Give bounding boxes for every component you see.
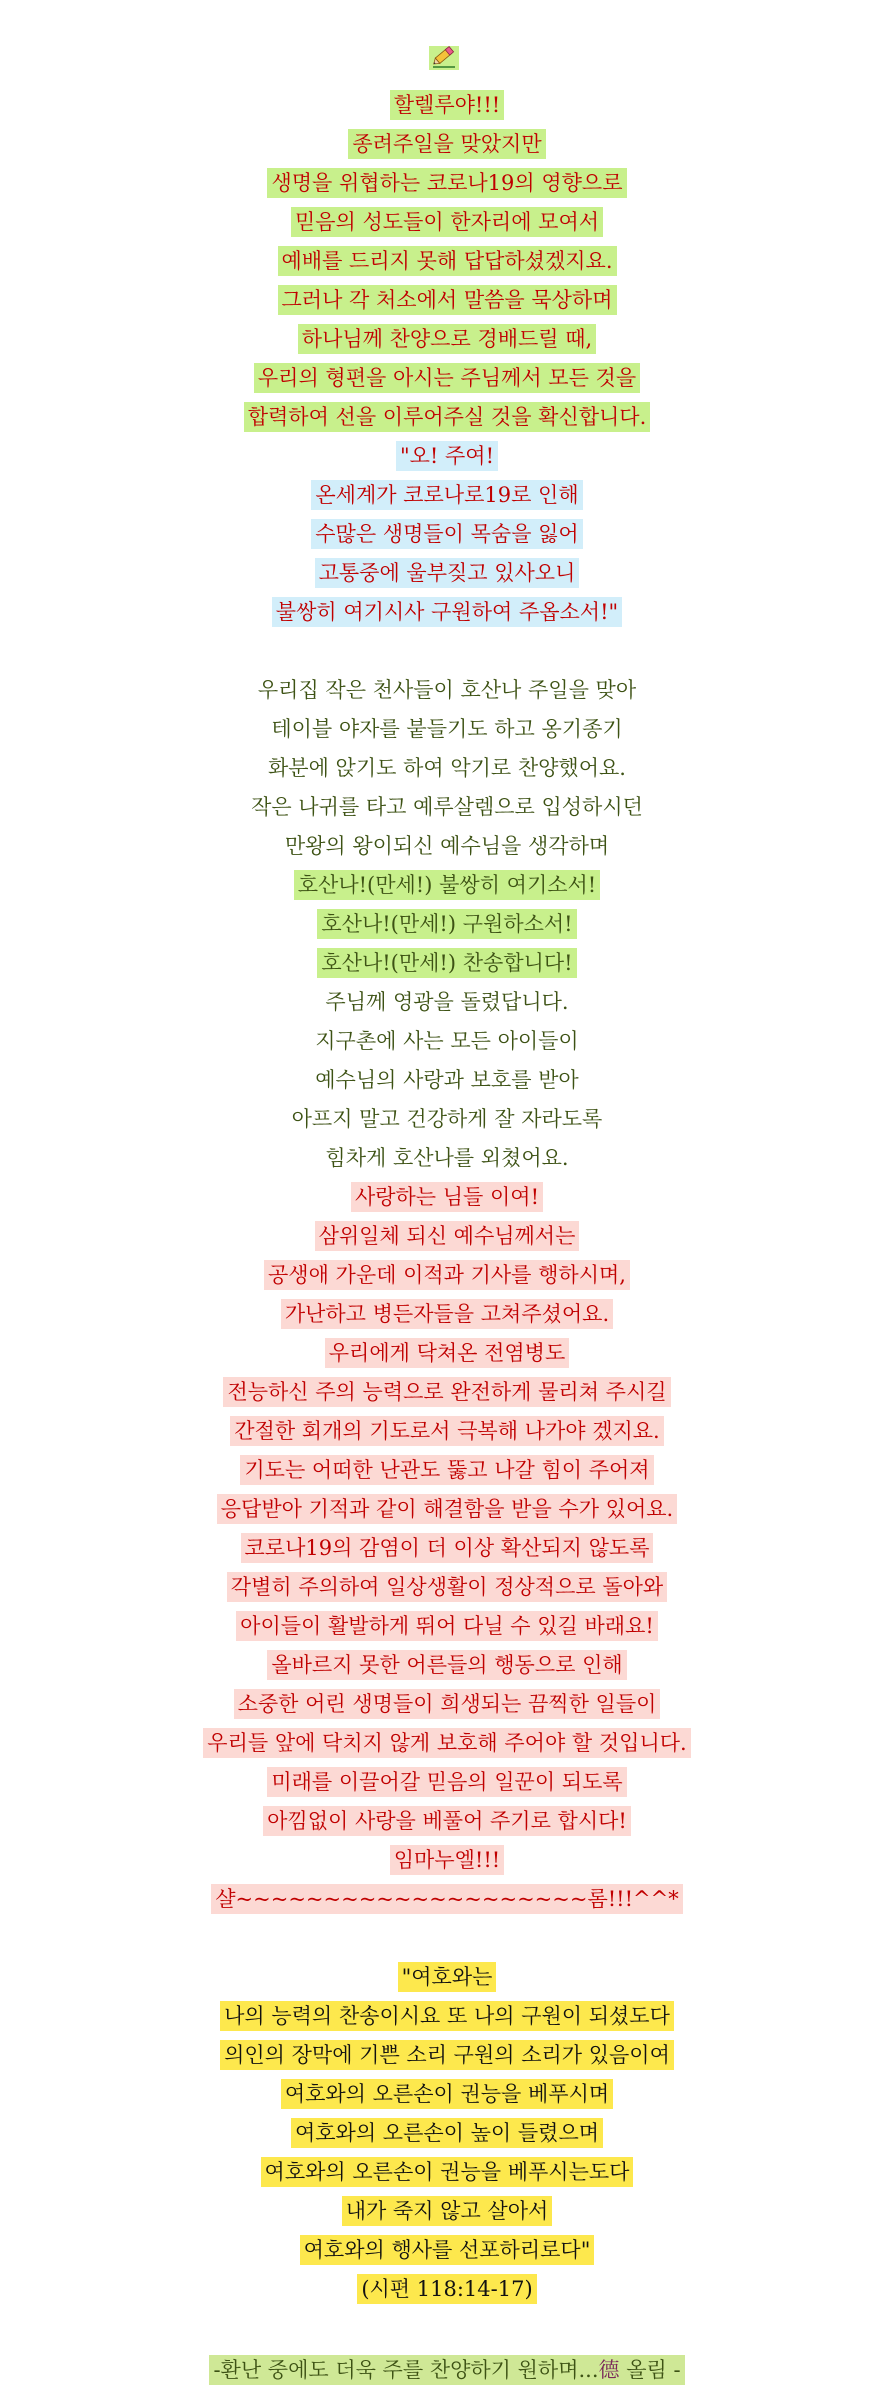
glory-line (0, 1022, 894, 1061)
opening-text: 종려주일을 맞았지만 (348, 129, 545, 159)
exhortation-text: 아낌없이 사랑을 베풀어 주기로 합시다! (263, 1806, 631, 1836)
children-section (0, 671, 894, 866)
opening-line (0, 320, 894, 359)
prayer-line (0, 437, 894, 476)
psalm-text: 의인의 장막에 기쁜 소리 구원의 소리가 있음이여 (220, 2040, 674, 2070)
prayer-line (0, 554, 894, 593)
glory-text: 아프지 말고 건강하게 잘 자라도록 (291, 1107, 603, 1131)
exhortation-text: 코로나19의 감염이 더 이상 확산되지 않도록 (241, 1533, 654, 1563)
letter-body (0, 86, 894, 2392)
glory-text: 지구촌에 사는 모든 아이들이 (315, 1029, 579, 1053)
psalm-line (0, 2153, 894, 2192)
children-line (0, 788, 894, 827)
glory-text: 힘차게 호산나를 외쳤어요. (325, 1146, 569, 1170)
psalm-line (0, 2114, 894, 2153)
psalm-text: 내가 죽지 않고 살아서 (342, 2196, 553, 2226)
spacer (0, 2309, 894, 2348)
exhortation-line (0, 1217, 894, 1256)
hosanna-line (0, 944, 894, 983)
prayer-text: 고통중에 울부짖고 있사오니 (315, 558, 580, 588)
prayer-line (0, 515, 894, 554)
opening-text: 생명을 위협하는 코로나19의 영향으로 (267, 168, 626, 198)
children-text: 작은 나귀를 타고 예루살렘으로 입성하시던 (251, 795, 643, 819)
exhortation-text: 간절한 회개의 기도로서 극복해 나가야 겠지요. (230, 1416, 663, 1446)
opening-text: 할렐루야!!! (390, 90, 504, 120)
exhortation-text: 임마누엘!!! (390, 1845, 504, 1875)
prayer-text: 온세계가 코로나로19로 인해 (311, 480, 582, 510)
glory-line (0, 1139, 894, 1178)
exhortation-text: 우리에게 닥쳐온 전염병도 (325, 1338, 570, 1368)
exhortation-line (0, 1451, 894, 1490)
signature-before: -환난 중에도 더욱 주를 찬양하기 원하며... (213, 2358, 599, 2382)
psalm-line (0, 2192, 894, 2231)
opening-text: 우리의 형편을 아시는 주님께서 모든 것을 (254, 363, 640, 393)
psalm-text: 여호와의 행사를 선포하리로다" (300, 2235, 595, 2265)
pencil-icon (429, 40, 459, 70)
prayer-text: 수많은 생명들이 목숨을 잃어 (311, 519, 582, 549)
hosanna-text: 호산나!(만세!) 불쌍히 여기소서! (294, 870, 600, 900)
prayer-line (0, 593, 894, 632)
psalm-line (0, 2036, 894, 2075)
children-text: 우리집 작은 천사들이 호산나 주일을 맞아 (257, 678, 637, 702)
psalm-text: 여호와의 오른손이 권능을 베푸시며 (281, 2079, 613, 2109)
exhortation-line (0, 1412, 894, 1451)
glory-text: 주님께 영광을 돌렸답니다. (325, 990, 569, 1014)
glory-text: 예수님의 사랑과 보호를 받아 (315, 1068, 579, 1092)
spacer (0, 632, 894, 671)
exhortation-line (0, 1841, 894, 1880)
exhortation-text: 삼위일체 되신 예수님께서는 (315, 1221, 580, 1251)
exhortation-text: 응답받아 기적과 같이 해결함을 받을 수가 있어요. (217, 1494, 677, 1524)
exhortation-text: 전능하신 주의 능력으로 완전하게 물리쳐 주시길 (223, 1377, 670, 1407)
opening-line (0, 125, 894, 164)
children-line (0, 749, 894, 788)
opening-text: 믿음의 성도들이 한자리에 모여서 (291, 207, 603, 237)
virtue-hanja-stamp: 德 (598, 2358, 620, 2382)
exhortation-text: 기도는 어떠한 난관도 뚫고 나갈 힘이 주어져 (240, 1455, 653, 1485)
children-line (0, 710, 894, 749)
signature-line (0, 2348, 894, 2392)
exhortation-text: 소중한 어린 생명들이 희생되는 끔찍한 일들이 (234, 1689, 661, 1719)
exhortation-text: 샬~~~~~~~~~~~~~~~~~~~~롬!!!^^* (211, 1884, 683, 1914)
glory-line (0, 1061, 894, 1100)
exhortation-line (0, 1490, 894, 1529)
hosanna-line (0, 905, 894, 944)
exhortation-line (0, 1334, 894, 1373)
psalm-line (0, 2231, 894, 2270)
psalm-text: 나의 능력의 찬송이시요 또 나의 구원이 되셨도다 (220, 2001, 674, 2031)
opening-text: 그러나 각 처소에서 말씀을 묵상하며 (278, 285, 617, 315)
opening-line (0, 203, 894, 242)
opening-line (0, 398, 894, 437)
glory-line (0, 983, 894, 1022)
prayer-line (0, 476, 894, 515)
children-line (0, 671, 894, 710)
exhortation-text: 아이들이 활발하게 뛰어 다닐 수 있길 바래요! (236, 1611, 658, 1641)
signature-text (209, 2355, 684, 2385)
children-line (0, 827, 894, 866)
psalm-line (0, 2270, 894, 2309)
opening-text: 하나님께 찬양으로 경배드릴 때, (298, 324, 596, 354)
opening-line (0, 242, 894, 281)
exhortation-line (0, 1802, 894, 1841)
exhortation-line (0, 1880, 894, 1919)
exhortation-text: 가난하고 병든자들을 고쳐주셨어요. (281, 1299, 613, 1329)
exhortation-line (0, 1373, 894, 1412)
opening-line (0, 86, 894, 125)
exhortation-line (0, 1607, 894, 1646)
hosanna-section (0, 866, 894, 983)
exhortation-line (0, 1529, 894, 1568)
hosanna-line (0, 866, 894, 905)
glory-section (0, 983, 894, 1178)
exhortation-text: 올바르지 못한 어른들의 행동으로 인해 (267, 1650, 626, 1680)
hosanna-text: 호산나!(만세!) 구원하소서! (317, 909, 576, 939)
psalm-line (0, 1997, 894, 2036)
children-text: 테이블 야자를 붙들기도 하고 옹기종기 (271, 717, 623, 741)
exhortation-line (0, 1568, 894, 1607)
psalm-line (0, 2075, 894, 2114)
opening-line (0, 359, 894, 398)
exhortation-line (0, 1178, 894, 1217)
prayer-text: "오! 주여! (396, 441, 498, 471)
exhortation-line (0, 1646, 894, 1685)
psalm-text: (시편 118:14-17) (357, 2274, 536, 2304)
opening-section (0, 86, 894, 437)
opening-line (0, 164, 894, 203)
psalm-line (0, 1958, 894, 1997)
exhortation-text: 사랑하는 님들 이여! (351, 1182, 543, 1212)
spacer (0, 1919, 894, 1958)
children-text: 화분에 앉기도 하여 악기로 찬양했어요. (268, 756, 626, 780)
exhortation-text: 각별히 주의하여 일상생활이 정상적으로 돌아와 (227, 1572, 667, 1602)
exhortation-line (0, 1295, 894, 1334)
exhortation-text: 공생애 가운데 이적과 기사를 행하시며, (264, 1260, 630, 1290)
exhortation-line (0, 1763, 894, 1802)
opening-text: 합력하여 선을 이루어주실 것을 확신합니다. (244, 402, 651, 432)
glory-line (0, 1100, 894, 1139)
signature-after: 올림 - (619, 2358, 681, 2382)
exhortation-line (0, 1685, 894, 1724)
psalm-section (0, 1958, 894, 2309)
opening-line (0, 281, 894, 320)
prayer-text: 불쌍히 여기시사 구원하여 주옵소서!" (272, 597, 622, 627)
exhortation-text: 우리들 앞에 닥치지 않게 보호해 주어야 할 것입니다. (203, 1728, 690, 1758)
psalm-text: 여호와의 오른손이 권능을 베푸시는도다 (261, 2157, 634, 2187)
children-text: 만왕의 왕이되신 예수님을 생각하며 (284, 834, 610, 858)
psalm-text: "여호와는 (398, 1962, 497, 1992)
prayer-section (0, 437, 894, 632)
hosanna-text: 호산나!(만세!) 찬송합니다! (317, 948, 576, 978)
opening-text: 예배를 드리지 못해 답답하셨겠지요. (278, 246, 617, 276)
exhortation-line (0, 1724, 894, 1763)
psalm-text: 여호와의 오른손이 높이 들렸으며 (291, 2118, 603, 2148)
exhortation-section (0, 1178, 894, 1919)
exhortation-text: 미래를 이끌어갈 믿음의 일꾼이 되도록 (267, 1767, 626, 1797)
exhortation-line (0, 1256, 894, 1295)
